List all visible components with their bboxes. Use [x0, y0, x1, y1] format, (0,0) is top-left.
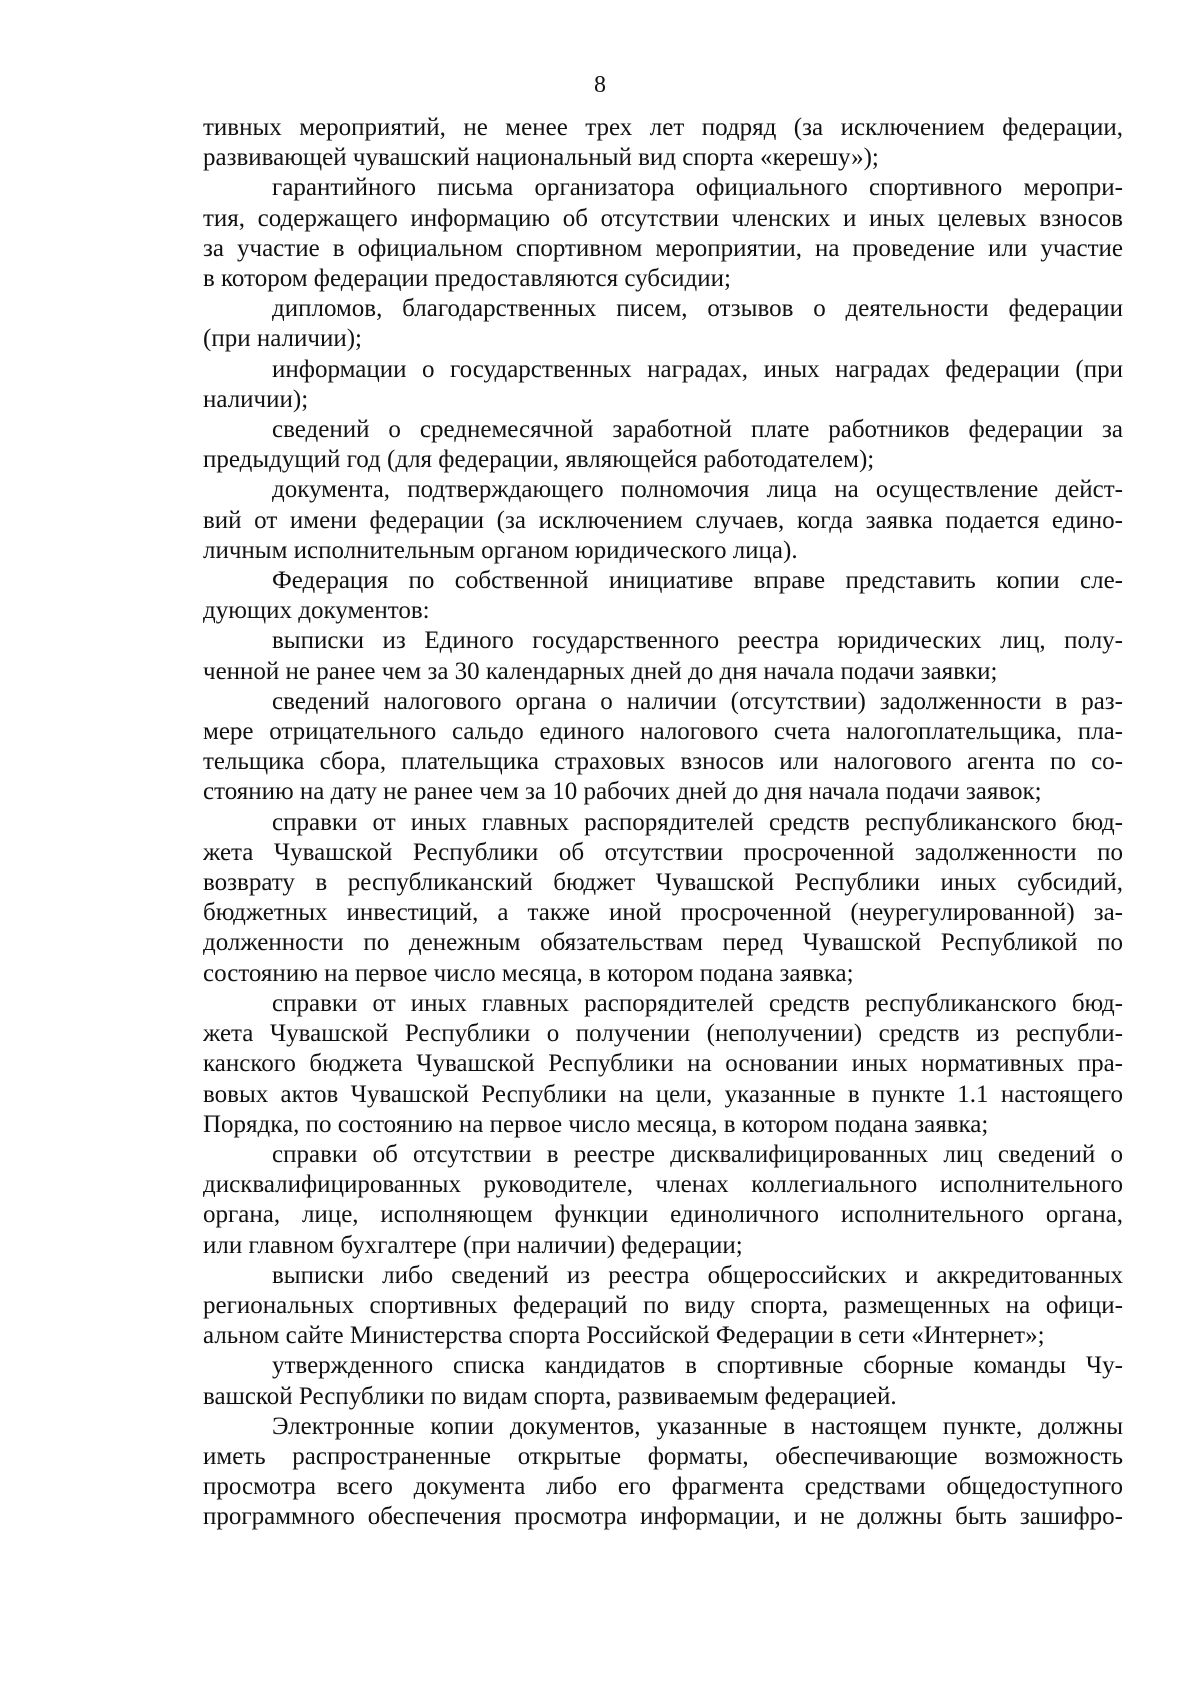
text-line: за участие в официальном спортивном мероприятии, на проведение или участие — [203, 234, 1123, 262]
text-line: мере отрицательного сальдо единого налогового счета налогоплательщика, пла- — [203, 718, 1123, 746]
text-line: сведений налогового органа о наличии (отсутствии) задолженности в раз- — [272, 687, 1123, 715]
text-line: справки об отсутствии в реестре дисквалифицированных лиц сведений о — [272, 1140, 1123, 1168]
text-line: в котором федерации предоставляются субсидии; — [203, 265, 731, 293]
text-line: дипломов, благодарственных писем, отзывов о деятельности федерации — [272, 295, 1123, 323]
text-line: гарантийного письма организатора официального спортивного меропри- — [272, 174, 1123, 202]
text-line: дисквалифицированных руководителе, членах коллегиального исполнительного — [203, 1171, 1123, 1199]
text-line: развивающей чувашский национальный вид спорта «керешу»); — [203, 144, 879, 172]
page-number: 8 — [594, 72, 606, 98]
text-line: вашской Республики по видам спорта, развиваемым федерацией. — [203, 1382, 897, 1410]
text-line: тивных мероприятий, не менее трех лет подряд (за исключением федерации, — [203, 114, 1123, 141]
text-line: вовых актов Чувашской Республики на цели, указанные в пункте 1.1 настоящего — [203, 1080, 1123, 1108]
text-line: органа, лице, исполняющем функции единоличного исполнительного органа, — [203, 1201, 1123, 1229]
text-line: программного обеспечения просмотра информации, и не должны быть зашифро- — [203, 1503, 1123, 1531]
text-line: информации о государственных наградах, иных наградах федерации (при — [272, 355, 1123, 383]
text-line: просмотра всего документа либо его фрагмента средствами общедоступного — [203, 1473, 1123, 1501]
text-line: стоянию на дату не ранее чем за 10 рабочих дней до дня начала подачи заявок; — [203, 778, 1042, 806]
text-line: Электронные копии документов, указанные в настоящем пункте, должны — [272, 1412, 1123, 1440]
text-line: тельщика сбора, плательщика страховых взносов или налогового агента по со- — [203, 748, 1123, 776]
text-line: дующих документов: — [203, 597, 430, 625]
text-line: ченной не ранее чем за 30 календарных дней до дня начала подачи заявки; — [203, 657, 998, 685]
text-line: предыдущий год (для федерации, являющейся работодателем); — [203, 446, 875, 474]
text-line: тия, содержащего информацию об отсутствии членских и иных целевых взносов — [203, 204, 1123, 232]
text-line: вий от имени федерации (за исключением случаев, когда заявка подается едино- — [203, 506, 1123, 534]
text-line: бюджетных инвестиций, а также иной просроченной (неурегулированной) за- — [203, 899, 1123, 927]
text-line: справки от иных главных распорядителей средств республиканского бюд- — [272, 808, 1123, 836]
text-line: жета Чувашской Республики об отсутствии просроченной задолженности по — [203, 838, 1123, 866]
text-line: Порядка, по состоянию на первое число месяца, в котором подана заявка; — [203, 1110, 989, 1138]
text-line: выписки из Единого государственного реестра юридических лиц, полу- — [272, 627, 1123, 655]
text-line: справки от иных главных распорядителей средств республиканского бюд- — [272, 989, 1123, 1017]
text-line: утвержденного списка кандидатов в спортивные сборные команды Чу- — [272, 1352, 1123, 1380]
text-line: региональных спортивных федераций по виду спорта, размещенных на офици- — [203, 1291, 1123, 1319]
text-line: или главном бухгалтере (при наличии) федерации; — [203, 1231, 743, 1259]
text-line: канского бюджета Чувашской Республики на основании иных нормативных пра- — [203, 1050, 1123, 1078]
text-line: сведений о среднемесячной заработной плате работников федерации за — [272, 416, 1123, 444]
document-body — [203, 113, 1123, 1533]
text-line: выписки либо сведений из реестра общероссийских и аккредитованных — [272, 1261, 1123, 1289]
text-line: иметь распространенные открытые форматы, обеспечивающие возможность — [203, 1442, 1123, 1470]
text-line: Федерация по собственной инициативе вправе представить копии сле- — [272, 567, 1123, 595]
text-line: личным исполнительным органом юридического лица). — [203, 536, 798, 564]
text-line: наличии); — [203, 385, 309, 413]
text-line: документа, подтверждающего полномочия лица на осуществление дейст- — [272, 476, 1123, 504]
text-line: долженности по денежным обязательствам перед Чувашской Республикой по — [203, 929, 1123, 957]
text-line: возврату в республиканский бюджет Чувашской Республики иных субсидий, — [203, 869, 1123, 897]
text-line: (при наличии); — [203, 325, 362, 353]
text-line: альном сайте Министерства спорта Российской Федерации в сети «Интернет»; — [203, 1322, 1045, 1350]
text-line: состоянию на первое число месяца, в котором подана заявка; — [203, 959, 854, 987]
text-line: жета Чувашской Республики о получении (неполучении) средств из республи- — [203, 1020, 1123, 1048]
